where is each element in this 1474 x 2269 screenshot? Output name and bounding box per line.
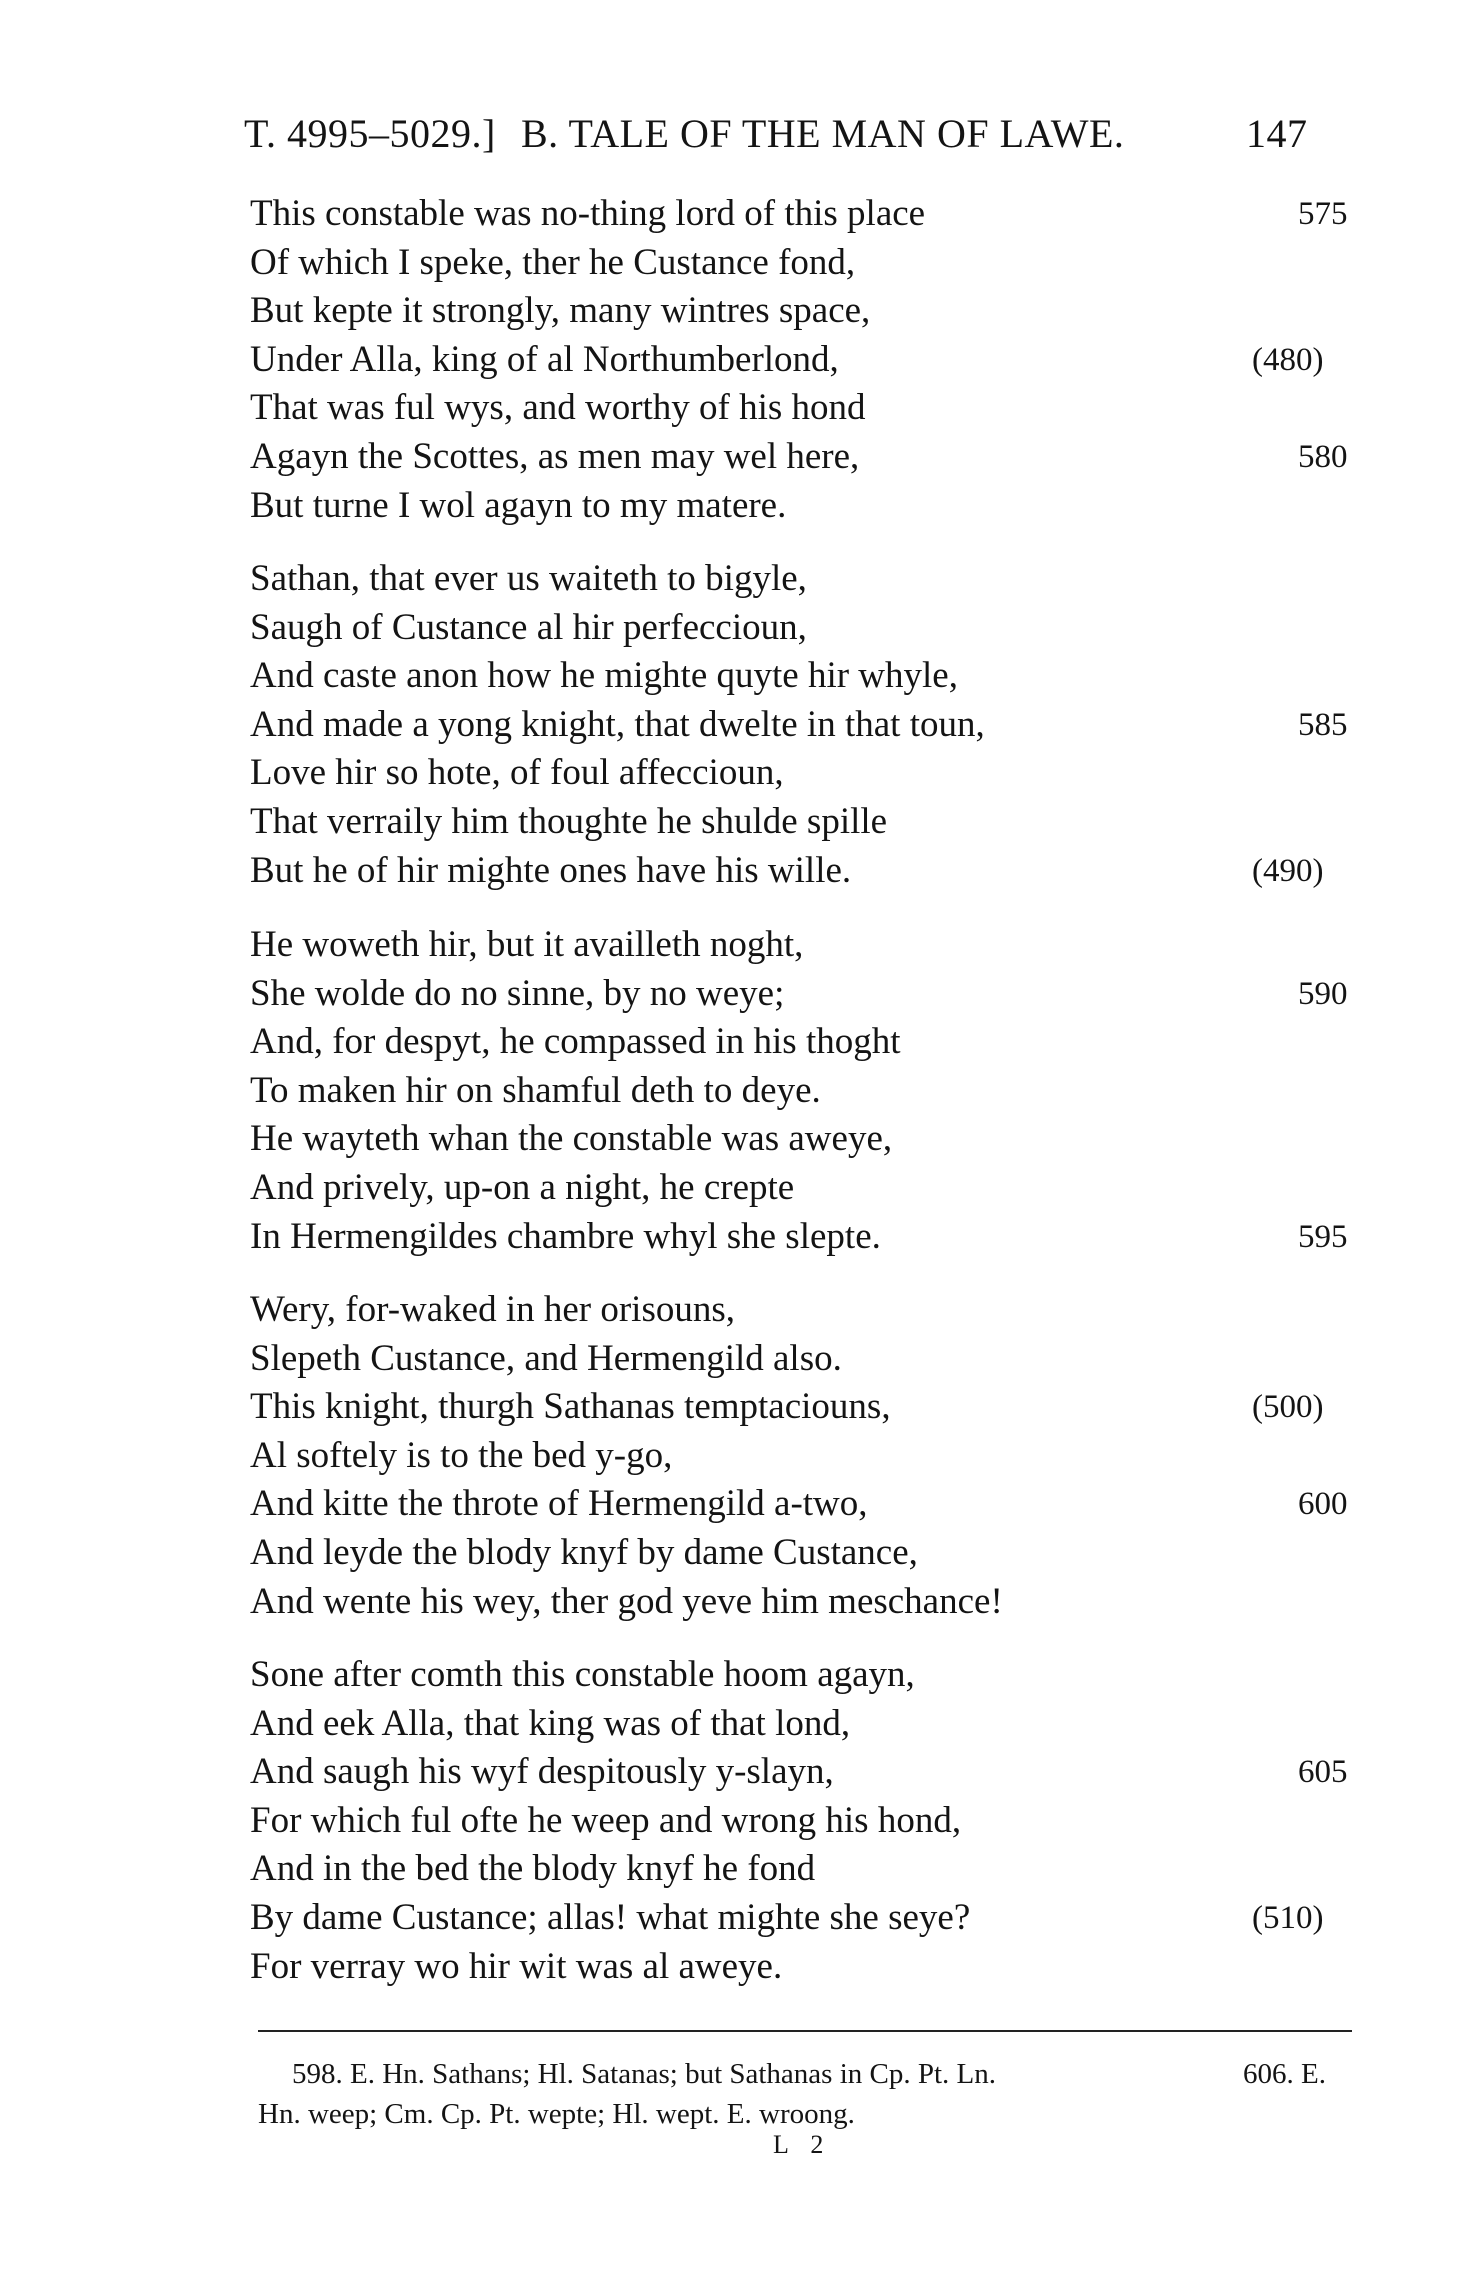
stanza bbox=[250, 555, 1350, 895]
verse-text: That was ful wys, and worthy of his hond bbox=[250, 387, 866, 429]
verse-text: He woweth hir, but it availleth noght, bbox=[250, 924, 804, 965]
footnotes bbox=[258, 2054, 1352, 2134]
line-number: 605 bbox=[1298, 1754, 1348, 1791]
verse-line bbox=[250, 1943, 1350, 1992]
verse-line bbox=[250, 1748, 1350, 1797]
verse-text: But he of hir mighte ones have his wille. bbox=[250, 849, 852, 891]
verse-line bbox=[250, 1286, 1350, 1335]
verse-text: And prively, up-on a night, he crepte bbox=[250, 1166, 795, 1208]
verse-text: To maken hir on shamful deth to deye. bbox=[250, 1069, 821, 1111]
verse-text: Love hir so hote, of foul affeccioun, bbox=[250, 752, 784, 794]
verse-line bbox=[250, 652, 1350, 701]
verse-text: But turne I wol agayn to my matere. bbox=[250, 484, 787, 526]
verse-text: This constable was no-thing lord of this place bbox=[250, 193, 926, 234]
page-number: 147 bbox=[1246, 111, 1308, 156]
verse-text: And leyde the blody knyf by dame Custance, bbox=[250, 1531, 918, 1573]
stanza bbox=[250, 190, 1350, 530]
line-number: 575 bbox=[1298, 196, 1348, 232]
verse-text: And made a yong knight, that dwelte in that toun, bbox=[250, 703, 985, 745]
verse-line bbox=[250, 1578, 1350, 1627]
verse-text: But kepte it strongly, many wintres space, bbox=[250, 290, 871, 332]
verse-line bbox=[250, 1213, 1350, 1262]
verse-text: Wery, for-waked in her orisouns, bbox=[250, 1289, 736, 1330]
verse-text: Saugh of Custance al hir perfeccioun, bbox=[250, 606, 807, 648]
verse-text: That verraily him thoughte he shulde spille bbox=[250, 800, 888, 842]
line-number: 590 bbox=[1298, 975, 1348, 1012]
verse-text: By dame Custance; allas! what mighte she seye? bbox=[250, 1896, 971, 1938]
line-number: (500) bbox=[1252, 1389, 1324, 1426]
line-number: (510) bbox=[1252, 1899, 1324, 1936]
running-header bbox=[244, 110, 1344, 160]
verse-text: Al softely is to the bed y-go, bbox=[250, 1434, 673, 1476]
verse-line bbox=[250, 1480, 1350, 1529]
verse-line bbox=[250, 336, 1350, 385]
verse-text: Agayn the Scottes, as men may wel here, bbox=[250, 435, 860, 477]
line-number: 580 bbox=[1298, 438, 1348, 475]
verse-line bbox=[250, 1894, 1350, 1943]
verse-line bbox=[250, 798, 1350, 847]
verse-text: In Hermengildes chambre whyl she slepte. bbox=[250, 1215, 881, 1257]
verse-line bbox=[250, 433, 1350, 482]
verse-line bbox=[250, 482, 1350, 531]
verse-text: Of which I speke, ther he Custance fond, bbox=[250, 241, 856, 283]
verse-line bbox=[250, 1432, 1350, 1481]
footnote-606-continued: Hn. weep; Cm. Cp. Pt. wepte; Hl. wept. E. wroong. bbox=[258, 2098, 855, 2130]
verse-line bbox=[250, 1651, 1350, 1700]
verse-text: Slepeth Custance, and Hermengild also. bbox=[250, 1337, 842, 1379]
verse-text: And caste anon how he mighte quyte hir whyle, bbox=[250, 655, 958, 697]
verse-line bbox=[250, 1067, 1350, 1116]
line-number: 585 bbox=[1298, 706, 1348, 743]
verse-line bbox=[250, 970, 1350, 1019]
verse-line bbox=[250, 1700, 1350, 1749]
header-title: B. TALE OF THE MAN OF LAWE. bbox=[521, 111, 1125, 156]
verse-line bbox=[250, 190, 1350, 239]
verse-text: For which ful ofte he weep and wrong his hond, bbox=[250, 1799, 962, 1841]
verse-line bbox=[250, 1845, 1350, 1894]
signature-mark: L 2 bbox=[773, 2130, 832, 2159]
verse-line bbox=[250, 921, 1350, 970]
line-number: (480) bbox=[1252, 341, 1324, 378]
verse-text: Under Alla, king of al Northumberlond, bbox=[250, 338, 839, 380]
verse-line bbox=[250, 604, 1350, 653]
stanza bbox=[250, 921, 1350, 1261]
verse-line bbox=[250, 1115, 1350, 1164]
verse-text: And in the bed the blody knyf he fond bbox=[250, 1848, 816, 1890]
verse-line bbox=[250, 701, 1350, 750]
verse-text: Sone after comth this constable hoom agayn, bbox=[250, 1654, 915, 1695]
verse-line bbox=[250, 287, 1350, 336]
verse-line bbox=[250, 555, 1350, 604]
verse-text: And, for despyt, he compassed in his thoght bbox=[250, 1021, 901, 1063]
verse-line bbox=[250, 1018, 1350, 1067]
verse-text: And eek Alla, that king was of that lond, bbox=[250, 1702, 851, 1744]
verse-line bbox=[250, 847, 1350, 896]
verse-text: For verray wo hir wit was al aweye. bbox=[250, 1945, 783, 1987]
verse-line bbox=[250, 239, 1350, 288]
stanza bbox=[250, 1286, 1350, 1626]
header-line-range: T. 4995–5029.] bbox=[244, 111, 496, 156]
verse-line bbox=[250, 749, 1350, 798]
footnote-598: 598. E. Hn. Sathans; Hl. Satanas; but Sathanas in Cp. Pt. Ln. bbox=[292, 2058, 997, 2090]
verse-line bbox=[250, 384, 1350, 433]
verse-line bbox=[250, 1529, 1350, 1578]
verse-text: And wente his wey, ther god yeve him meschance! bbox=[250, 1580, 1003, 1622]
verse-text: And saugh his wyf despitously y-slayn, bbox=[250, 1751, 834, 1793]
footnote-606-start: 606. E. bbox=[1243, 2058, 1326, 2090]
verse-text: He wayteth whan the constable was aweye, bbox=[250, 1118, 893, 1160]
verse-text: And kitte the throte of Hermengild a-two, bbox=[250, 1483, 868, 1525]
verse-text: This knight, thurgh Sathanas temptaciouns, bbox=[250, 1386, 891, 1428]
verse-text: Sathan, that ever us waiteth to bigyle, bbox=[250, 558, 807, 599]
verse-line bbox=[250, 1797, 1350, 1846]
verse-line bbox=[250, 1164, 1350, 1213]
line-number: 595 bbox=[1298, 1218, 1348, 1255]
footnote-rule bbox=[258, 2030, 1352, 2032]
line-number: 600 bbox=[1298, 1486, 1348, 1523]
verse-line bbox=[250, 1383, 1350, 1432]
stanza bbox=[250, 1651, 1350, 1991]
verse-text: She wolde do no sinne, by no weye; bbox=[250, 972, 785, 1014]
line-number: (490) bbox=[1252, 852, 1324, 889]
verse-line bbox=[250, 1335, 1350, 1384]
